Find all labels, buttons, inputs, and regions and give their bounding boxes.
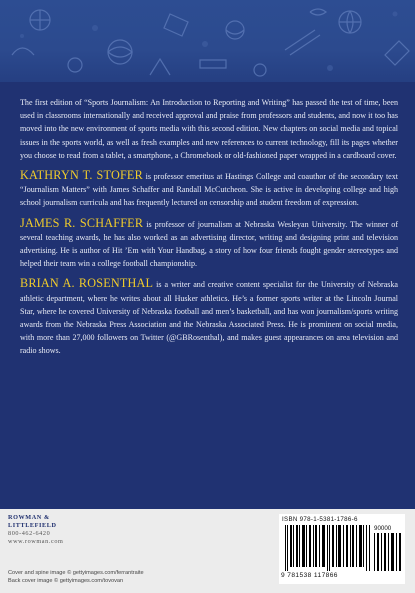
author-name: BRIAN A. ROSENTHAL (20, 276, 154, 291)
price-addon-barcode (374, 533, 402, 571)
barcode-number: 9 781538 117866 (281, 572, 338, 579)
back-cover-copy (20, 96, 398, 365)
author-name: KATHRYN T. STOFER (20, 168, 143, 183)
author-bio-text: is professor emeritus at Hastings College and coauthor of the secondary text “Journalism Matters” with James Schaffer and Randall McCutcheon. She is active in developing college and high school journalism curricula and has frequently lectured on censorship and student freedom of expression. (20, 172, 399, 208)
author-bio-rosenthal (20, 277, 398, 357)
isbn-text: ISBN 978-1-5381-1786-6 (282, 516, 358, 523)
image-credits (8, 569, 144, 585)
publisher-name-line1: ROWMAN & (8, 514, 50, 521)
author-bio-stofer (20, 169, 398, 210)
price-code: 90000 (374, 525, 392, 532)
author-bio-text: is professor of journalism at Nebraska Wesleyan University. The winner of several teaching awards, he has also worked as an advertising director, writing and designing print and television advertising. He is author of Hit ’Em with Your Handbag, a story of how four friends fought gender stereotypes and helped their team win a college football championship. (20, 219, 399, 269)
sports-pattern-illustration (0, 0, 415, 82)
author-bio-schaffer (20, 217, 398, 271)
cover-image-credit: Cover and spine image © gettyimages.com/ferrantraite (8, 570, 144, 576)
isbn-barcode-box (279, 514, 405, 584)
publisher-name-line2: LITTLEFIELD (8, 522, 57, 529)
publisher-block (8, 514, 63, 546)
author-name: JAMES R. SCHAFFER (20, 215, 144, 230)
barcode-graphic (285, 525, 371, 571)
publisher-website: www.rowman.com (8, 538, 64, 545)
book-description: The first edition of “Sports Journalism: An Introduction to Reporting and Writing” has passed the test of time, been used in classrooms internationally and received approval and praise from professors and students, and now it too has moved into the new environment of sports media with this second edition. New chapters on social media and topical issues in the sports world, as well as fresh examples and new references to current technology, fill its pages whether you choose to read from a tablet, a smartphone, a Chromebook or old-fashioned paper wrapped in a cardboard cover. (20, 98, 398, 160)
sports-icon-pattern-band (0, 0, 415, 82)
author-bio-text: is a writer and creative content specialist for the University of Nebraska athletic department, where he writes about all Husker athletics. He’s a former sports writer at the Lincoln Journal Star, where he covered University of Nebraska football and men’s basketball, and has won journalism/sports writing awards from the Nebraska Press Association and the Nebraska Associated Press. He is prominent on social media, with more than 27,000 followers on Twitter (@GBRosenthal), and makes guest appearances on area television and radio shows. (20, 280, 399, 356)
publisher-phone: 800-462-6420 (8, 530, 51, 537)
back-image-credit: Back cover image © gettyimages.com/tovovan (8, 578, 124, 584)
